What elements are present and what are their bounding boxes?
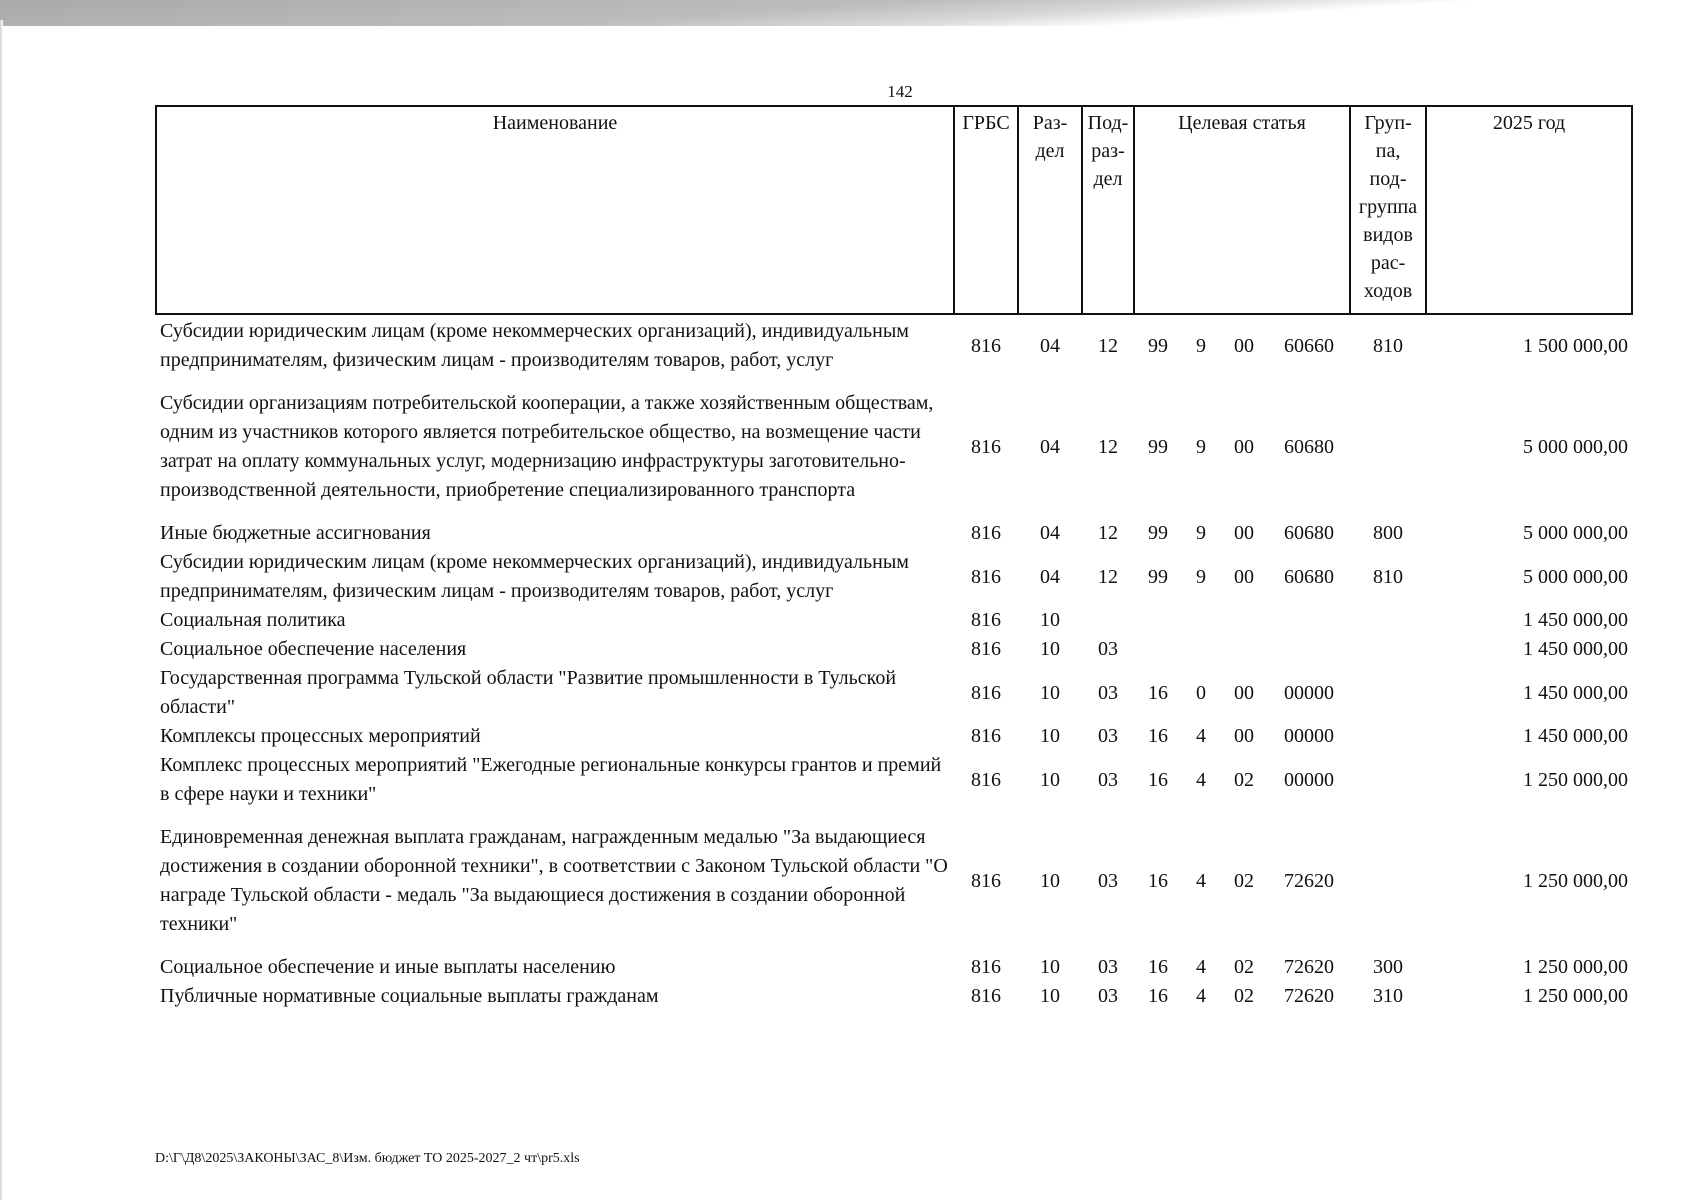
cell-t3 — [1220, 606, 1268, 635]
cell-name: Социальная политика — [160, 609, 346, 631]
cell-grbs: 816 — [971, 435, 1001, 458]
cell-razdel: 10 — [1040, 956, 1060, 978]
cell-group: 310 — [1373, 985, 1404, 1007]
cell-amount: 5 000 000,00 — [1523, 435, 1629, 458]
cell-amount: 1 250 000,00 — [1523, 869, 1629, 892]
cell-t2: 9 — [1196, 435, 1206, 458]
cell-t1: 99 — [1148, 435, 1168, 458]
cell-grbs: 816 — [971, 565, 1001, 588]
table-row — [156, 982, 1632, 1011]
table-row — [156, 314, 1632, 389]
cell-amount: 1 450 000,00 — [1523, 681, 1629, 704]
cell-t3: 02 — [1234, 956, 1254, 978]
cell-t4: 72620 — [1284, 869, 1335, 892]
table-row — [156, 751, 1632, 823]
cell-razdel: 10 — [1040, 985, 1060, 1007]
cell-t3 — [1220, 635, 1268, 664]
table-body — [156, 314, 1632, 1011]
cell-grbs: 816 — [971, 609, 1001, 631]
cell-group: 300 — [1373, 956, 1404, 978]
cell-t3: 02 — [1234, 768, 1254, 791]
cell-t4: 00000 — [1284, 725, 1335, 747]
header-name: Наименование — [156, 106, 954, 314]
cell-grbs: 816 — [971, 522, 1001, 544]
table-header-row — [156, 106, 1632, 314]
cell-razdel: 10 — [1040, 681, 1060, 704]
cell-t4 — [1268, 635, 1350, 664]
cell-group — [1350, 823, 1426, 953]
cell-t2: 9 — [1196, 334, 1206, 357]
cell-group — [1350, 389, 1426, 519]
cell-razdel: 10 — [1040, 638, 1060, 660]
cell-grbs: 816 — [971, 681, 1001, 704]
cell-group — [1350, 751, 1426, 823]
table-row — [156, 548, 1632, 606]
cell-razdel: 10 — [1040, 609, 1060, 631]
cell-podrazdel: 12 — [1098, 565, 1118, 588]
cell-t1: 99 — [1148, 565, 1168, 588]
cell-amount: 5 000 000,00 — [1523, 522, 1629, 544]
cell-t3: 02 — [1234, 985, 1254, 1007]
cell-grbs: 816 — [971, 334, 1001, 357]
table-row — [156, 722, 1632, 751]
cell-podrazdel: 12 — [1098, 334, 1118, 357]
cell-t1 — [1134, 635, 1182, 664]
cell-t2: 4 — [1196, 985, 1206, 1007]
table-row — [156, 635, 1632, 664]
cell-podrazdel: 03 — [1098, 638, 1118, 660]
cell-t1: 16 — [1148, 985, 1168, 1007]
cell-group — [1350, 635, 1426, 664]
cell-razdel: 04 — [1040, 522, 1060, 544]
table-row — [156, 823, 1632, 953]
cell-amount: 1 500 000,00 — [1523, 334, 1629, 357]
header-razdel: Раз- дел — [1018, 106, 1082, 314]
cell-t3: 00 — [1234, 522, 1254, 544]
cell-t1: 99 — [1148, 334, 1168, 357]
cell-group: 810 — [1373, 334, 1404, 357]
cell-group: 810 — [1373, 565, 1404, 588]
cell-group — [1350, 606, 1426, 635]
header-expense-group: Груп- па, под- группа видов рас- ходов — [1350, 106, 1426, 314]
header-grbs: ГРБС — [954, 106, 1018, 314]
page-number: 142 — [887, 82, 913, 101]
cell-t4: 60680 — [1284, 522, 1335, 544]
cell-t2: 4 — [1196, 869, 1206, 892]
cell-t3: 00 — [1234, 725, 1254, 747]
cell-razdel: 04 — [1040, 435, 1060, 458]
scan-shadow-left — [0, 20, 3, 1200]
cell-name: Социальное обеспечение и иные выплаты населению — [160, 956, 616, 978]
cell-t3: 02 — [1234, 869, 1254, 892]
cell-razdel: 10 — [1040, 768, 1060, 791]
cell-name: Публичные нормативные социальные выплаты гражданам — [160, 985, 659, 1007]
cell-amount: 5 000 000,00 — [1523, 565, 1629, 588]
cell-t3: 00 — [1234, 334, 1254, 357]
cell-t2: 4 — [1196, 768, 1206, 791]
cell-name: Иные бюджетные ассигнования — [160, 522, 431, 544]
cell-grbs: 816 — [971, 956, 1001, 978]
cell-amount: 1 250 000,00 — [1523, 985, 1629, 1007]
cell-t2: 9 — [1196, 565, 1206, 588]
cell-t3: 00 — [1234, 565, 1254, 588]
cell-t3: 00 — [1234, 435, 1254, 458]
cell-t2 — [1182, 606, 1220, 635]
cell-name: Социальное обеспечение населения — [160, 638, 467, 660]
cell-t1: 16 — [1148, 956, 1168, 978]
cell-podrazdel: 03 — [1098, 725, 1118, 747]
cell-t4: 72620 — [1284, 985, 1335, 1007]
table-row — [156, 664, 1632, 722]
cell-t3: 00 — [1234, 681, 1254, 704]
cell-t4: 00000 — [1284, 768, 1335, 791]
cell-podrazdel: 03 — [1098, 956, 1118, 978]
cell-t1: 99 — [1148, 522, 1168, 544]
cell-podrazdel: 12 — [1098, 522, 1118, 544]
cell-t1: 16 — [1148, 725, 1168, 747]
cell-razdel: 10 — [1040, 725, 1060, 747]
header-year: 2025 год — [1426, 106, 1632, 314]
cell-t2: 9 — [1196, 522, 1206, 544]
cell-t1: 16 — [1148, 768, 1168, 791]
cell-name: Государственная программа Тульской области "Развитие промышленности в Тульской области" — [160, 667, 897, 718]
cell-podrazdel: 03 — [1098, 768, 1118, 791]
header-target-article: Целевая статья — [1134, 106, 1350, 314]
cell-t2: 4 — [1196, 725, 1206, 747]
cell-t4: 60680 — [1284, 435, 1335, 458]
cell-t4: 00000 — [1284, 681, 1335, 704]
cell-razdel: 04 — [1040, 565, 1060, 588]
cell-grbs: 816 — [971, 638, 1001, 660]
cell-t2: 0 — [1196, 681, 1206, 704]
cell-name: Комплекс процессных мероприятий "Ежегодные региональные конкурсы грантов и премий в сфере науки и техники" — [160, 754, 942, 805]
cell-podrazdel — [1082, 606, 1134, 635]
cell-t1: 16 — [1148, 681, 1168, 704]
cell-t4: 60660 — [1284, 334, 1335, 357]
cell-amount: 1 250 000,00 — [1523, 956, 1629, 978]
cell-t4: 60680 — [1284, 565, 1335, 588]
cell-podrazdel: 03 — [1098, 869, 1118, 892]
cell-grbs: 816 — [971, 869, 1001, 892]
cell-grbs: 816 — [971, 725, 1001, 747]
table-row — [156, 519, 1632, 548]
header-podrazdel: Под- раз- дел — [1082, 106, 1134, 314]
table-row — [156, 606, 1632, 635]
cell-podrazdel: 03 — [1098, 985, 1118, 1007]
cell-name: Единовременная денежная выплата гражданам, награжденным медалью "За выдающиеся достижения в создании оборонной техники", в соответствии с Законом Тульской области "О награде Тульской области - медаль "За выдающиеся достижения в создании оборонной техники" — [160, 826, 948, 935]
cell-name: Субсидии юридическим лицам (кроме некоммерческих организаций), индивидуальным предпринимателям, физическим лицам - производителям товаров, работ, услуг — [160, 551, 909, 602]
cell-razdel: 04 — [1040, 334, 1060, 357]
cell-t1: 16 — [1148, 869, 1168, 892]
cell-amount: 1 450 000,00 — [1523, 725, 1629, 747]
cell-group — [1350, 722, 1426, 751]
cell-name: Субсидии юридическим лицам (кроме некоммерческих организаций), индивидуальным предпринимателям, физическим лицам - производителям товаров, работ, услуг — [160, 320, 909, 371]
cell-group: 800 — [1373, 522, 1404, 544]
cell-grbs: 816 — [971, 768, 1001, 791]
footer-file-path: D:\Г\Д8\2025\ЗАКОНЫ\ЗАС_8\Изм. бюджет ТО 2025-2027_2 чт\pr5.xls — [155, 1151, 580, 1166]
cell-podrazdel: 03 — [1098, 681, 1118, 704]
cell-podrazdel: 12 — [1098, 435, 1118, 458]
cell-amount: 1 450 000,00 — [1523, 609, 1629, 631]
cell-name: Субсидии организациям потребительской кооперации, а также хозяйственным обществам, одним из участников которого является потребительское общество, на возмещение части затрат на оплату коммунальных услуг, модернизацию инфраструктуры заготовительно-производственной деятельности, приобретение специализированного транспорта — [160, 392, 934, 501]
table-row — [156, 953, 1632, 982]
cell-grbs: 816 — [971, 985, 1001, 1007]
cell-t1 — [1134, 606, 1182, 635]
table-row — [156, 389, 1632, 519]
cell-group — [1350, 664, 1426, 722]
scan-shadow-top — [0, 0, 1694, 26]
cell-t4: 72620 — [1284, 956, 1335, 978]
cell-amount: 1 250 000,00 — [1523, 768, 1629, 791]
cell-t2: 4 — [1196, 956, 1206, 978]
budget-table — [155, 105, 1633, 1011]
cell-amount: 1 450 000,00 — [1523, 638, 1629, 660]
cell-razdel: 10 — [1040, 869, 1060, 892]
cell-t4 — [1268, 606, 1350, 635]
cell-t2 — [1182, 635, 1220, 664]
cell-name: Комплексы процессных мероприятий — [160, 725, 481, 747]
